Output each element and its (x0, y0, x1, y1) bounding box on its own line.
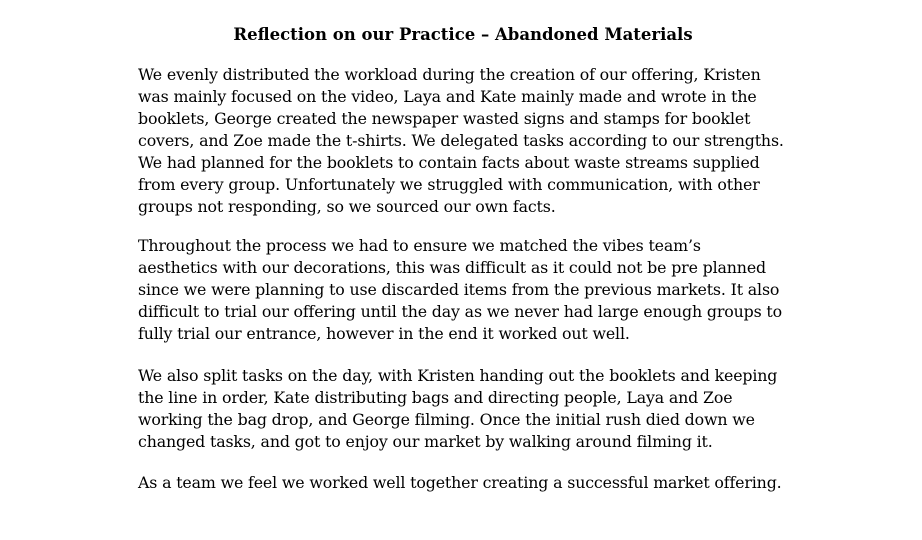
paragraph-line: groups not responding, so we sourced our own facts. (138, 197, 556, 216)
paragraph-line: changed tasks, and got to enjoy our market by walking around filming it. (138, 432, 713, 451)
paragraph-line: working the bag drop, and George filming. Once the initial rush died down we (138, 410, 755, 429)
paragraph-line: was mainly focused on the video, Laya and Kate mainly made and wrote in the (138, 87, 757, 106)
paragraph-line: Throughout the process we had to ensure we matched the vibes team’s (138, 236, 701, 255)
paragraph-line: since we were planning to use discarded items from the previous markets. It also (138, 280, 780, 299)
paragraph-line: from every group. Unfortunately we struggled with communication, with other (138, 175, 760, 194)
paragraph-line: aesthetics with our decorations, this was difficult as it could not be pre planned (138, 258, 766, 277)
paragraph-line: We had planned for the booklets to contain facts about waste streams supplied (138, 153, 760, 172)
paragraph-line: We also split tasks on the day, with Kristen handing out the booklets and keeping (138, 366, 778, 385)
paragraph-line: covers, and Zoe made the t-shirts. We delegated tasks according to our strengths. (138, 131, 784, 150)
paragraph-conclusion (138, 472, 828, 494)
paragraph-line: the line in order, Kate distributing bags and directing people, Laya and Zoe (138, 388, 733, 407)
paragraph-on-the-day (138, 365, 828, 453)
paragraph-line: As a team we feel we worked well together creating a successful market offering. (138, 473, 782, 492)
paragraph-line: difficult to trial our offering until the day as we never had large enough groups to (138, 302, 782, 321)
paragraph-line: We evenly distributed the workload during the creation of our offering, Kristen (138, 65, 761, 84)
paragraph-line: booklets, George created the newspaper wasted signs and stamps for booklet (138, 109, 751, 128)
paragraph-process (138, 235, 828, 345)
paragraph-line: fully trial our entrance, however in the end it worked out well. (138, 324, 630, 343)
paragraph-workload (138, 64, 828, 218)
document-title: Reflection on our Practice – Abandoned Materials (233, 25, 693, 44)
